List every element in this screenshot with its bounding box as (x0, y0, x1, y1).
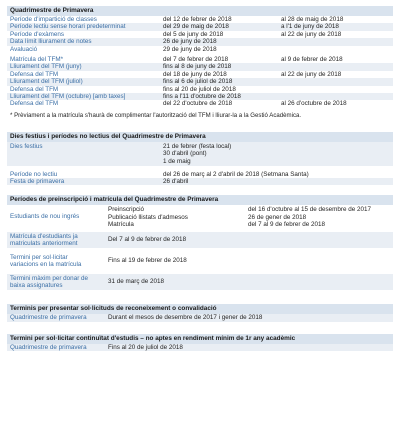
table-row (7, 100, 393, 107)
row-value: 31 de març de 2018 (108, 278, 165, 286)
step-value: del 7 al 9 de febrer de 2018 (248, 221, 326, 229)
table-row (7, 314, 393, 321)
row-end: al 26 d'octubre de 2018 (281, 100, 347, 108)
row-start: del 22 d'octubre de 2018 (163, 100, 233, 108)
row-label: Defensa del TFM (10, 85, 59, 93)
row-start: fins al 20 de juliol de 2018 (163, 85, 236, 93)
row-label: Lliurament del TFM (juliol) (10, 78, 83, 86)
row-end: al 22 de juny de 2018 (281, 30, 342, 38)
table-row (7, 63, 393, 70)
row-end: al 28 de maig de 2018 (281, 16, 344, 23)
step-value: 26 de gener de 2018 (248, 213, 307, 221)
tfm-periods-table (7, 56, 393, 108)
row-label: Defensa del TFM (10, 100, 59, 108)
row-start: 26 de juny de 2018 (163, 38, 217, 46)
nou-ingres-label: Estudiants de nou ingrés (10, 213, 80, 221)
table-row (7, 344, 393, 351)
step-value: del 16 d'octubre al 15 de desembre de 2017 (248, 206, 372, 214)
row-label: Termini per sol·licitar (10, 254, 68, 262)
step-label: Matrícula (108, 221, 134, 229)
row-end: al 22 de juny de 2018 (281, 70, 342, 78)
table-row (7, 31, 393, 38)
row-start: del 7 de febrer de 2018 (163, 55, 229, 63)
festiu-value: 1 de maig (163, 157, 191, 165)
row-label: Data límit lliurament de notes (10, 38, 92, 46)
step-label: Publicació llistats d'admesos (108, 213, 188, 221)
row-label: Lliurament del TFM (juny) (10, 63, 82, 71)
academic-calendar (7, 6, 393, 351)
table-row (7, 171, 393, 178)
section-title-reconeixement: Terminis per presentar sol·licituds de reconeixement o convalidació (7, 304, 393, 314)
row-value: Del 7 al 9 de febrer de 2018 (108, 236, 187, 244)
row-label: matriculats anteriorment (10, 240, 78, 248)
class-periods-table (7, 16, 393, 53)
row-start: 29 de juny de 2018 (163, 45, 217, 53)
row-start: fins al 8 de juny de 2018 (163, 63, 232, 71)
row-label: Defensa del TFM (10, 70, 59, 78)
step-label: Preinscripció (108, 206, 145, 214)
festiu-value: 21 de febrer (festa local) (163, 142, 232, 150)
row-end: a l'1 de juny de 2018 (281, 23, 339, 31)
table-row (7, 56, 393, 63)
row-label: Festa de primavera (10, 178, 65, 186)
section-title-quadrimestre: Quadrimestre de Primavera (7, 6, 393, 16)
nou-ingres-block (7, 205, 393, 229)
row-end: al 9 de febrer de 2018 (281, 55, 343, 63)
row-value: 26 d'abril (163, 178, 189, 186)
table-row (7, 38, 393, 45)
table-row (7, 178, 393, 185)
row-label: Quadrimestre de primavera (10, 343, 87, 351)
row-label: Lliurament del TFM (octubre) [amb taxes] (10, 92, 126, 100)
table-row (7, 232, 393, 248)
row-label: Avaluació (10, 45, 38, 53)
table-row (7, 78, 393, 85)
row-label: baixa assignatures (10, 282, 63, 290)
section-title-preinscripcio: Períodes de preinscripció i matrícula del Quadrimestre de Primavera (7, 195, 393, 205)
row-start: del 5 de juny de 2018 (163, 30, 224, 38)
row-start: fins al 6 de juliol de 2018 (163, 78, 233, 86)
table-row (7, 16, 393, 23)
table-row (7, 86, 393, 93)
table-row (7, 274, 393, 290)
row-start: del 18 de juny de 2018 (163, 70, 227, 78)
row-label: Matrícula del TFM* (10, 55, 64, 63)
row-label: Període d'exàmens (10, 30, 65, 38)
row-label: variacions en la matrícula (10, 261, 82, 269)
row-label: Termini màxim per donar de (10, 275, 89, 283)
table-row (7, 46, 393, 53)
row-label: Quadrimestre de primavera (10, 314, 87, 322)
row-start: fins a l'11 d'octubre de 2018 (163, 92, 241, 100)
row-label: Matrícula d'estudiants ja (10, 233, 78, 241)
row-label: Període d'impartició de classes (10, 16, 97, 23)
row-label: Període lectiu sense horari predeterminat (10, 23, 126, 31)
row-start: del 12 de febrer de 2018 (163, 16, 232, 23)
table-row (7, 253, 393, 269)
festius-label: Dies festius (10, 142, 43, 150)
table-row (7, 93, 393, 100)
row-value: Durant el mesos de desembre de 2017 i gener de 2018 (108, 314, 263, 322)
section-title-festius: Dies festius i períodes no lectius del Quadrimestre de Primavera (7, 132, 393, 142)
festiu-value: 30 d'abril (pont) (163, 150, 207, 158)
table-row (7, 23, 393, 30)
row-label: Període no lectiu (10, 170, 58, 178)
row-value: Fins al 20 de juliol de 2018 (108, 343, 183, 351)
tfm-note: * Prèviament a la matrícula s'haurà de complimentar l'autorització del TFM i lliurar-la a la Gestió Acadèmica. (10, 111, 302, 119)
festius-block (7, 142, 393, 166)
section-title-continuitat: Termini per sol·licitar continuïtat d'estudis – no aptes en rendiment mínim de 1r any acadèmic (7, 334, 393, 344)
row-value: del 26 de març al 2 d'abril de 2018 (Setmana Santa) (163, 170, 309, 178)
row-start: del 29 de maig de 2018 (163, 23, 229, 31)
table-row (7, 71, 393, 78)
row-value: Fins al 19 de febrer de 2018 (108, 257, 187, 265)
